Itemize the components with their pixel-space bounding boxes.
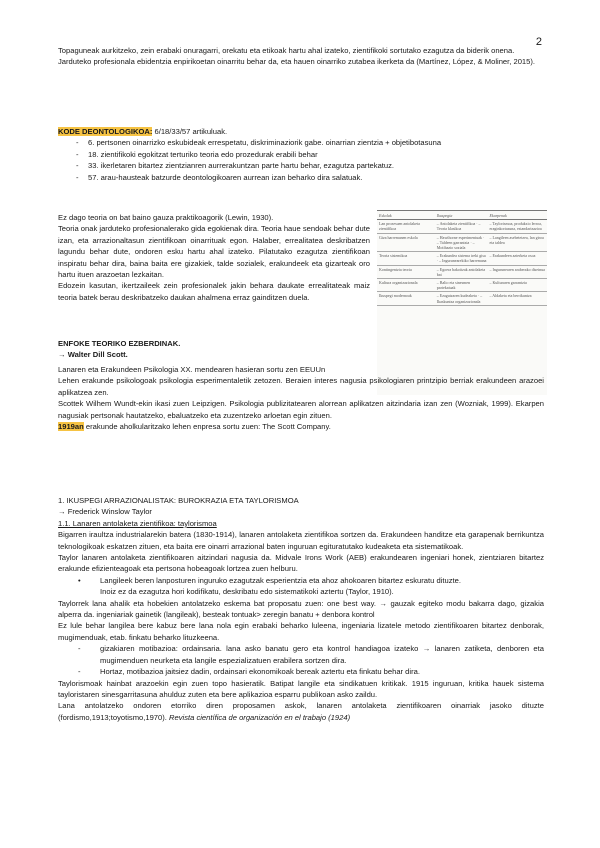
year-highlight: 1919an bbox=[58, 422, 84, 432]
section1-block bbox=[58, 495, 544, 723]
section1-paragraph: Bigarren iraultza industrialarekin batera (1830-1914), lanaren antolaketa zientifikoa sortzen da. Erakundeen handitze eta garapenak berrikuntza teknologikoak eskatzen zituen, eta baita ere oinarri arrazional baten inguruan egituratutako kudeaketa eta sistematikoak. bbox=[58, 530, 544, 551]
page-number: 2 bbox=[535, 36, 542, 48]
section1-subtitle: 1.1. Lanaren antolaketa zientifikoa: taylorismoa bbox=[58, 518, 217, 528]
enfoke-line: Lanaren eta Erakundeen Psikologia XX. mendearen hasieran sortu zen EEUUn bbox=[58, 365, 326, 374]
section1-bullet: - Hortaz, motibazioa jaitsiez dadin, ordainsari ekonomikoak bereak aztertu eta finkatu behar dira. bbox=[78, 667, 420, 677]
theory-line: Edozein kasutan, ikertzaileek zein profesionalek jakin behara daukate errealitateak maiz teoria batek berau deskribatzeko daukan ahalmena erraz gainditzen duela. bbox=[58, 281, 370, 302]
intro-line: Topaguneak aurkitzeko, zein erabaki onuragarri, orekatu eta etikoak hartu ahal izateko, zientifikoki sortutako ezagutza da biderik onena. bbox=[58, 46, 515, 55]
section1-bullet: - gizakiaren motibazioa: ordainsaria. lana asko banatu gero eta kontrol handiagoa izateko → lanaren zatiketa, denboren eta mugimenduen neurketa eta langile espezializatuen erabilera sortzen dira. bbox=[78, 644, 544, 665]
enfoke-line: Lehen erakunde psikologoak psikologia esperimentaletik zetozen. Beraien interes nagusia psikologiaren printzipio berriak erakundeen arazoei aplikatzea zen. bbox=[58, 376, 544, 397]
kode-block bbox=[58, 126, 544, 183]
table-row: Kontingentzia teoria – Egoera bakoitzak antolaketa bat – Ingurunearen araberako diseinua bbox=[377, 265, 547, 278]
schools-table bbox=[377, 210, 547, 306]
enfoke-line: Scottek Wilhem Wundt-ekin ikasi zuen Leipzigen. Psikologia publizitatearen alorrean aplikatzen aitzindaria izan zen (Wozniak, 1999). Ekarpen nagusiak pertsonak hautatzeko, ebaluatzeko eta zuzentzeko arloetan egin zituen. bbox=[58, 399, 544, 420]
theory-line: Ez dago teoria on bat baino gauza praktikoagorik (Lewin, 1930). bbox=[58, 213, 274, 222]
table-row: Lan prozesuen antolaketa zientifikoa – Antolaketa zientifikoa · – Teoria klasikoa – Taylorismoa, produkzio lerroa, eraginkortasuna, estandarizazioa bbox=[377, 220, 547, 233]
section1-paragraph: Ez lule behar langilea bere kabuz bere lana nola egin erabaki beharko luleena, ingeniaria lizatele metodo zientifikoaren bitartez denborak, mugimenduak, etab. finkatu beharko lituzkeena. bbox=[58, 621, 544, 642]
kode-rest: 6/18/33/57 artikuluak. bbox=[152, 127, 228, 136]
kode-item: - 6. pertsonen oinarrizko eskubideak errespetatu, diskriminaziorik gabe. oinarrian zientzia + objetibotasuna bbox=[76, 138, 442, 148]
table-header: Ekarpenak bbox=[487, 211, 547, 220]
section1-title: 1. IKUSPEGI ARRAZIONALISTAK: BUROKRAZIA ETA TAYLORISMOA bbox=[58, 496, 299, 505]
table-header: Eskolak bbox=[377, 211, 435, 220]
section1-arrow-line: → Frederick Winslow Taylor bbox=[58, 507, 152, 517]
kode-heading bbox=[58, 126, 544, 137]
table-header-row bbox=[377, 211, 547, 220]
table-row: Teoria sistemikoa – Erakundea sistema ireki gisa · – Ingurunearekiko harremana – Erakundeen azterketa osoa bbox=[377, 252, 547, 265]
enfoke-year-line: 1919an erakunde aholkularitzako lehen enpresa sortu zuen: The Scott Company. bbox=[58, 422, 331, 432]
section1-paragraph: Taylor lanaren antolaketa zientifikoaren aitzindari nagusia da. Midvale Irons Work (AEB) erakundearen ingeniari honek, zientziaren bitartez erakunde efizienteagoak eta pertsona hobeagoak lortzea zuen helburu. bbox=[58, 553, 544, 574]
kode-item: - 57. arau-hausteak batzurde deontologikoaren aurrean izan beharko dira salatuak. bbox=[76, 172, 363, 182]
kode-label: KODE DEONTOLOGIKOA: bbox=[58, 127, 153, 136]
table-header: Ikuspegia bbox=[435, 211, 488, 220]
table-row: Kultura organizazionala – Balio eta sinesmen partekatuak – Kulturaren garrantzia bbox=[377, 279, 547, 292]
theory-line: Teoria onak jarduteko profesionalerako gida egokienak dira. Teoria haue sendoak behar dute izan, eta arrazionaltasun zientifikoan oinarrituak egon. Halaber, errealitatea deskribatzen lagundu behar dute, ondoren esku hartu ahal izateko. Pilatutako ezagutza zientifikoan inspiratu behar dira, baina baita ere gizakiek, talde sozialek, erakundeek eta gizarteak oro hartu ituen arazoetan lezkaitan. bbox=[58, 224, 370, 280]
kode-item: - 18. zientifikoki egokitzat terturiko teoria edo prozedurak erabili behar bbox=[76, 149, 318, 159]
kode-item: - 33. ikerletaren bitartez zientzianren aurrerakuntzan parte hartu behar, ezagutza partekatuz. bbox=[76, 161, 395, 171]
table-row: Giza harremanen eskola – Hawthorne esperimentuak · – Taldeen garrantzia · – Motibazio soziala – Langileen asebetetzea, lan giroa eta taldea bbox=[377, 233, 547, 252]
enfoke-title: ENFOKE TEORIKO EZBERDINAK. bbox=[58, 339, 181, 348]
enfoke-heading-block bbox=[58, 338, 370, 361]
section1-paragraph: Taylorismoak hainbat arazoekin egin zuen topo hasieratik. Batipat langile eta sindikatuen kritikak. 1915 inguruan, kritika hauek sistema tayloristaren sinesgarritasuna ahulduz zuten eta bere aplikazioa esparru publikoan asko zaildu. bbox=[58, 678, 544, 699]
journal-citation: Revista científica de organización en el trabajo (1924) bbox=[169, 712, 351, 722]
intro-line: Jarduteko profesionala ebidentzia enpirikoetan oinarritu behar da, eta hauen oinarriko zutabea ikerketa da (Martínez, López, & Moliner, 2015). bbox=[58, 57, 536, 67]
section1-paragraph: Taylorrek lana ahalik eta hobekien antolatzeko eskema bat proposatu zuen: one best way. → gauzak egiteko modu bakarra dago, gizakia alperra da. ingeniariak gainetik (langileak), besteak tontuak> zeregin banatu + denbora kontrol bbox=[58, 598, 544, 620]
theory-block bbox=[58, 212, 370, 303]
table-row: Ikuspegi modernoak – Ezagutzaren kudeaketa · – Ikaskuntza organizazionala – Aldaketa eta berrikuntza bbox=[377, 292, 547, 305]
intro-block bbox=[58, 45, 544, 68]
section1-bullet-cont: Inoiz ez da ezagutza hori kodifikatu, deskribatu edo sistematikoki aztertu (Taylor, 1910). bbox=[100, 587, 394, 597]
section1-paragraph: Lana antolatzeko ondoren etorriko diren proposamen askok, lanaren antolaketa zientifikoaren oinarriak jasoko dituzte (fordismo,1913;toyotismo,1970). Revista científica de organización en el trabajo (1924) bbox=[58, 701, 544, 722]
enfoke-arrow-line: → Walter Dill Scott. bbox=[58, 350, 128, 360]
enfoke-block bbox=[58, 364, 544, 432]
section1-bullet: • Langileek beren lanposturen inguruko ezagutzak esperientzia eta ahoz ahokoaren bitartez eskuratu dituzte. bbox=[78, 575, 461, 585]
